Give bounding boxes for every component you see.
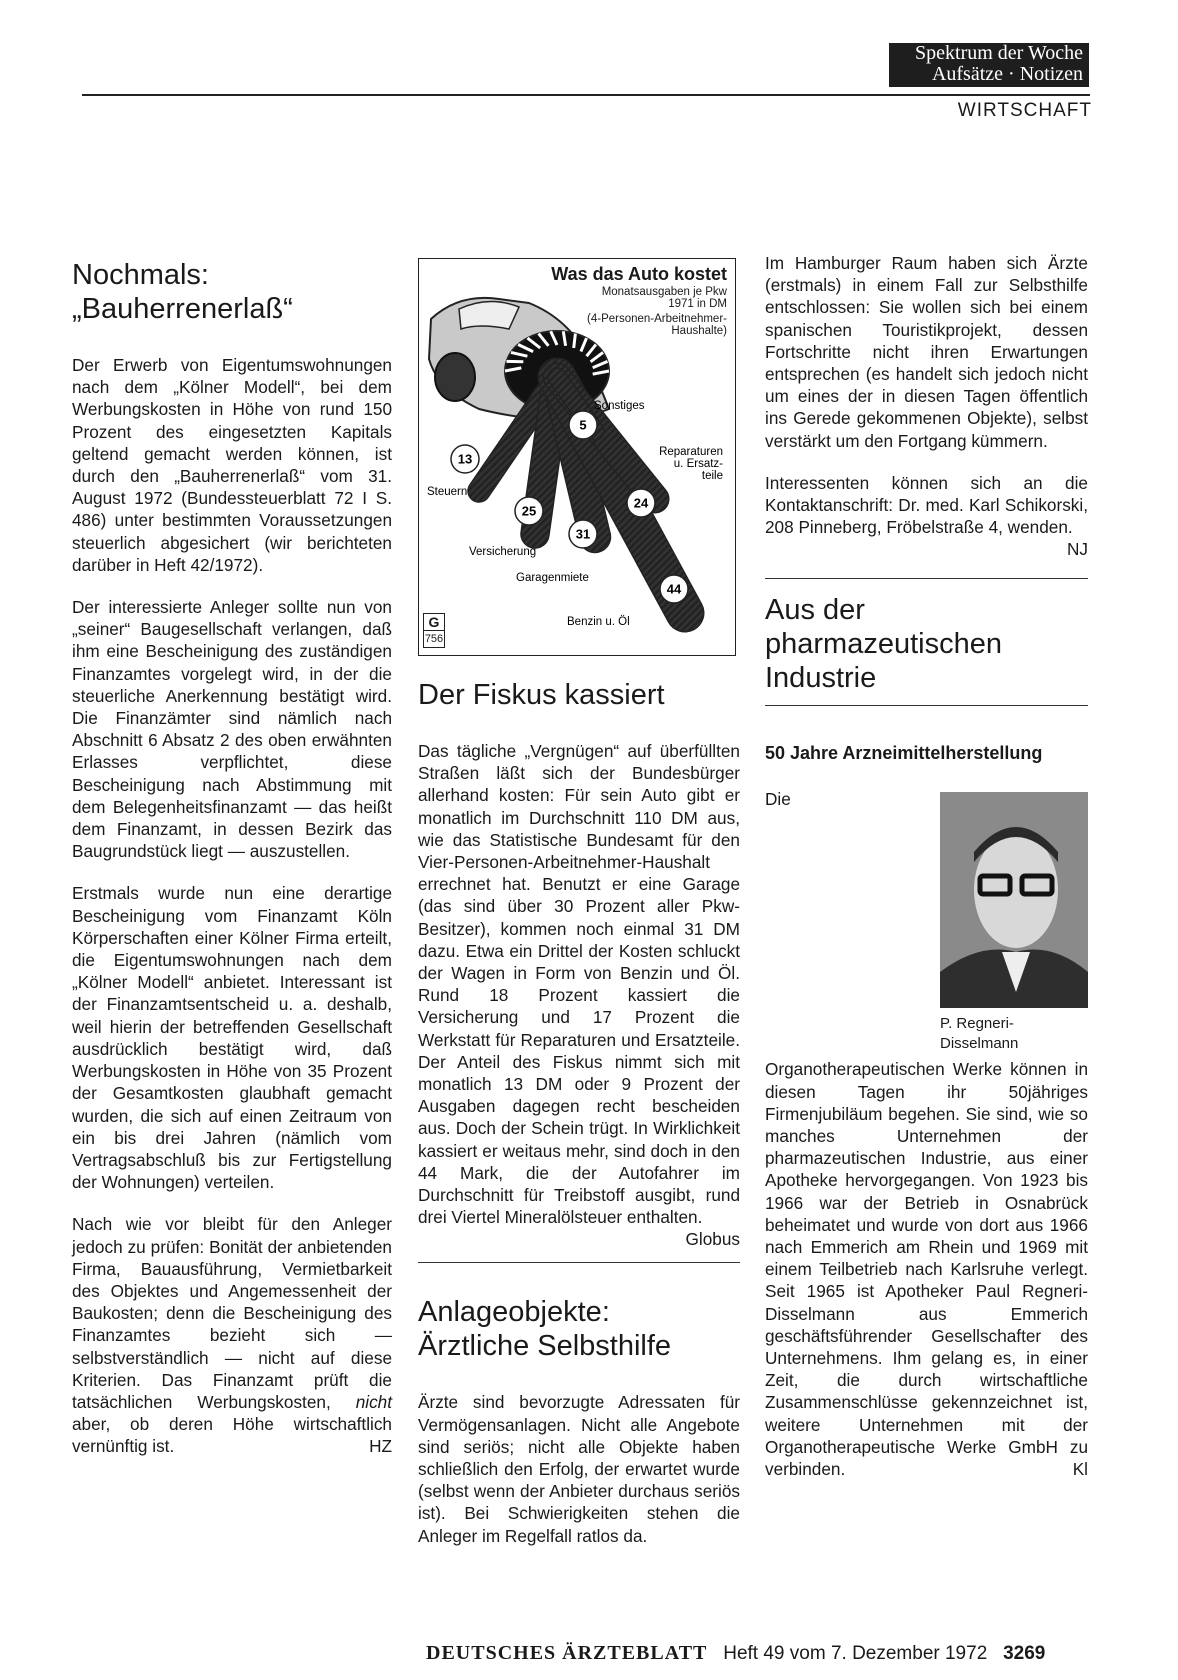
chart-category-label: Steuern xyxy=(427,486,468,498)
section-rule-top xyxy=(765,578,1088,579)
article1-title xyxy=(72,258,392,326)
article3-title-line2: Ärztliche Selbsthilfe xyxy=(418,1330,672,1363)
footer-page-number: 3269 xyxy=(1003,1643,1046,1664)
chart-subtitle-line2: 1971 in DM xyxy=(668,298,727,310)
page-footer xyxy=(426,1642,1045,1665)
masthead-rule xyxy=(82,94,1090,96)
article2-title: Der Fiskus kassiert xyxy=(418,679,665,711)
column-left xyxy=(72,258,392,1478)
chart-subtitle-line1: Monatsausgaben je Pkw xyxy=(601,286,727,298)
article3-text: Interessenten können sich an die Kontaktanschrift: Dr. med. Karl Schikorski, 208 Pinneberg, Fröbelstraße 4, wenden. xyxy=(765,472,1088,538)
article4-signature: Kl xyxy=(1072,1459,1088,1480)
article3-paragraph-last xyxy=(765,472,1088,560)
car-wheel xyxy=(435,353,475,401)
globus-logo xyxy=(423,613,445,648)
globus-logo-letter: G xyxy=(423,613,445,631)
masthead-badge xyxy=(889,43,1089,87)
article3-title xyxy=(418,1295,740,1363)
chart-category-label: Versicherung xyxy=(469,546,537,558)
chart-title: Was das Auto kostet xyxy=(551,264,727,284)
article3-paragraph: Im Hamburger Raum haben sich Ärzte (erstmals) in einem Fall zur Selbsthilfe entschlossen: Sie wollen sich bei einem spanischen Touristikprojekt, dessen Fortschritte nicht ihren Erwartungen entsprechen (es handelt sich jedoch nicht um eines der in diesen Tagen öffentlich ins Gerede gekommenen Objekte), selbst verstärkt um den Fortgang kümmern. xyxy=(765,253,1088,451)
article4-text: Die Organotherapeutischen Werke können in diesen Tagen ihr 50jähriges Firmenjubiläum begehen. Sie sind, wie so manches Unternehmen der pharmazeutischen Industrie, aus einer Apotheke hervorgegangen. Von 1923 bis 1966 war der Betrieb in Osnabrück beheimatet und wurde von dort aus 1966 nach Emmerich am Rhein und 1969 mit einem Teilbetrieb nach Karlsruhe verlegt. Seit 1965 ist Apotheker Paul Regneri-Disselmann aus Emmerich geschäftsführender Gesellschafter des Unternehmens. Ihm gelang es, in einer Zeit, die durch wirtschaftliche Zusammenschlüsse gekennzeichnet ist, weitere Unternehmen mit der Organotherapeutische Werke GmbH zu verbinden. xyxy=(765,789,1088,1480)
column-divider xyxy=(418,1262,740,1263)
article1-title-line1: Nochmals: xyxy=(72,259,209,291)
chart-value-label: 31 xyxy=(575,526,591,542)
article1-title-line2: „Bauherrenerlaß“ xyxy=(72,293,293,325)
article1-paragraph: Erstmals wurde nun eine derartige Bescheinigung vom Finanzamt Köln Körperschaften einer Kölner Firma erteilt, die Eigentumswohnungen nach dem „Kölner Modell“ anbietet. Interessant ist der Finanzamtsentscheid u. a. deshalb, weil hierin der betreffenden Gesellschaft ausdrücklich bestätigt wird, daß Werbungskosten in Höhe von 35 Prozent der Gesamtkosten glaubhaft gemacht wurden, die sich auf einen Zeitraum von ein bis drei Jahren (nämlich vom Vertragsabschluß bis zur Fertigstellung der Wohnungen) verteilen. xyxy=(72,883,392,1193)
chart-category-label: Reparaturen u. Ersatz-teile xyxy=(659,446,723,482)
chart-value-label: 25 xyxy=(521,503,537,519)
article2-signature: Globus xyxy=(685,1229,740,1250)
section-rule-bottom xyxy=(765,705,1088,706)
section-label: WIRTSCHAFT xyxy=(957,100,1092,121)
article1-signature: HZ xyxy=(369,1436,392,1457)
article2-text: Das tägliche „Vergnügen“ auf überfüllten Straßen läßt sich der Bundesbürger allerhand kosten: Für sein Auto gibt er monatlich im Durchschnitt 110 DM aus, wie das Statistische Bundesamt für den Vier-Personen-Arbeitnehmer-Haushalt errechnet hat. Benutzt er eine Garage (das sind über 30 Prozent aller Pkw-Besitzer), kommen noch einmal 31 DM dazu. Etwa ein Drittel der Kosten schluckt der Wagen in Form von Benzin und Öl. Rund 18 Prozent kassiert die Versicherung und 17 Prozent die Werkstatt für Reparaturen und Ersatzteile. Der Anteil des Fiskus nimmt sich mit monatlich 13 DM oder 9 Prozent der Ausgaben dagegen recht bescheiden aus. Doch der Schein trügt. In Wirklichkeit kassiert er weitaus mehr, sind doch in den 44 Mark, die der Autofahrer im Durchschnitt für Treibstoff ausgibt, rund drei Viertel Mineralölsteuer enthalten. xyxy=(418,741,740,1228)
portrait-block xyxy=(940,792,1088,1054)
article3-title-line1: Anlageobjekte: xyxy=(418,1296,610,1329)
column-middle xyxy=(418,258,740,1567)
footer-issue: Heft 49 vom 7. Dezember 1972 xyxy=(723,1643,988,1664)
article1-last-text-end: aber, ob deren Höhe wirtschaftlich vernünftig ist. xyxy=(72,1414,392,1457)
column-right xyxy=(765,252,1088,1500)
auto-cost-chart xyxy=(418,258,736,656)
car-windshield xyxy=(459,301,519,329)
article4-subtitle: 50 Jahre Arzneimittelherstellung xyxy=(765,743,1043,764)
chart-note: (4-Personen-Arbeitnehmer-Haushalte) xyxy=(587,313,727,337)
article1-last-emphasis: nicht xyxy=(355,1391,392,1412)
article3-signature: NJ xyxy=(1066,539,1088,560)
article4-title: Aus der pharmazeutischen Industrie xyxy=(765,594,1002,695)
chart-category-label: Benzin u. Öl xyxy=(567,616,630,628)
footer-journal: DEUTSCHES ÄRZTEBLATT xyxy=(426,1642,708,1664)
chart-subtitle xyxy=(602,286,727,310)
article3-paragraph: Ärzte sind bevorzugte Adressaten für Vermögensanlagen. Nicht alle Angebote sind seriös; nicht alle Objekte haben schließlich den Erfolg, der erwartet wurde (selbst wenn der Anbieter durchaus seriös ist). Bei Schwierigkeiten stehen die Anleger im Regelfall ratlos da. xyxy=(418,1392,740,1546)
article1-paragraph: Der interessierte Anleger sollte nun von „seiner“ Baugesellschaft verlangen, daß ihm eine Bescheinigung des zuständigen Finanzamtes vorgelegt wird, in der die steuerliche Anerkennung bestätigt wird. Die Finanzämter sind nämlich nach Abschnitt 6 Absatz 2 des oben erwähnten Erlasses verpflichtet, diese Bescheinigung nach Abstimmung mit dem Belegenheitsfinanzamt — das heißt dem Finanzamt, in dessen Bezirk das Baugrundstück liegt — auszustellen. xyxy=(72,597,392,862)
chart-value-label: 24 xyxy=(633,495,649,511)
portrait-caption: P. Regneri-Disselmann xyxy=(940,1015,1019,1053)
masthead-line2: Aufsätze · Notizen xyxy=(931,63,1083,85)
article1-paragraph-last xyxy=(72,1213,392,1457)
chart-value-label: 5 xyxy=(579,417,587,433)
portrait-photo xyxy=(940,792,1088,1008)
portrait-illustration xyxy=(940,792,1088,1008)
chart-category-label: Garagenmiete xyxy=(516,572,589,584)
chart-value-label: 44 xyxy=(666,581,682,597)
masthead-line1: Spektrum der Woche xyxy=(915,42,1083,64)
chart-category-label: Sonstiges xyxy=(594,400,645,412)
globus-logo-number: 756 xyxy=(423,631,445,648)
article1-last-text: Nach wie vor bleibt für den Anleger jedoch zu prüfen: Bonität der anbietenden Firma, Bauausführung, Vermietbarkeit des Objektes und Angemessenheit der Baukosten; denn die Bescheinigung des Finanzamtes bezieht sich — selbstverständlich — nicht auf diese Kriterien. Das Finanzamt prüft die tatsächlichen Werbungskosten, xyxy=(72,1214,392,1412)
article2-body xyxy=(418,740,740,1250)
chart-value-label: 13 xyxy=(457,451,473,467)
article1-paragraph: Der Erwerb von Eigentumswohnungen nach dem „Kölner Modell“, bei dem Werbungskosten in Höhe von rund 150 Prozent des eingesetzten Kapitals geltend gemacht werden können, ist durch den „Bauherrenerlaß“ vom 31. August 1972 (Bundessteuerblatt 72 I S. 486) unter bestimmten Voraussetzungen steuerlich abgesichert (wir berichteten darüber in Heft 42/1972). xyxy=(72,355,392,575)
